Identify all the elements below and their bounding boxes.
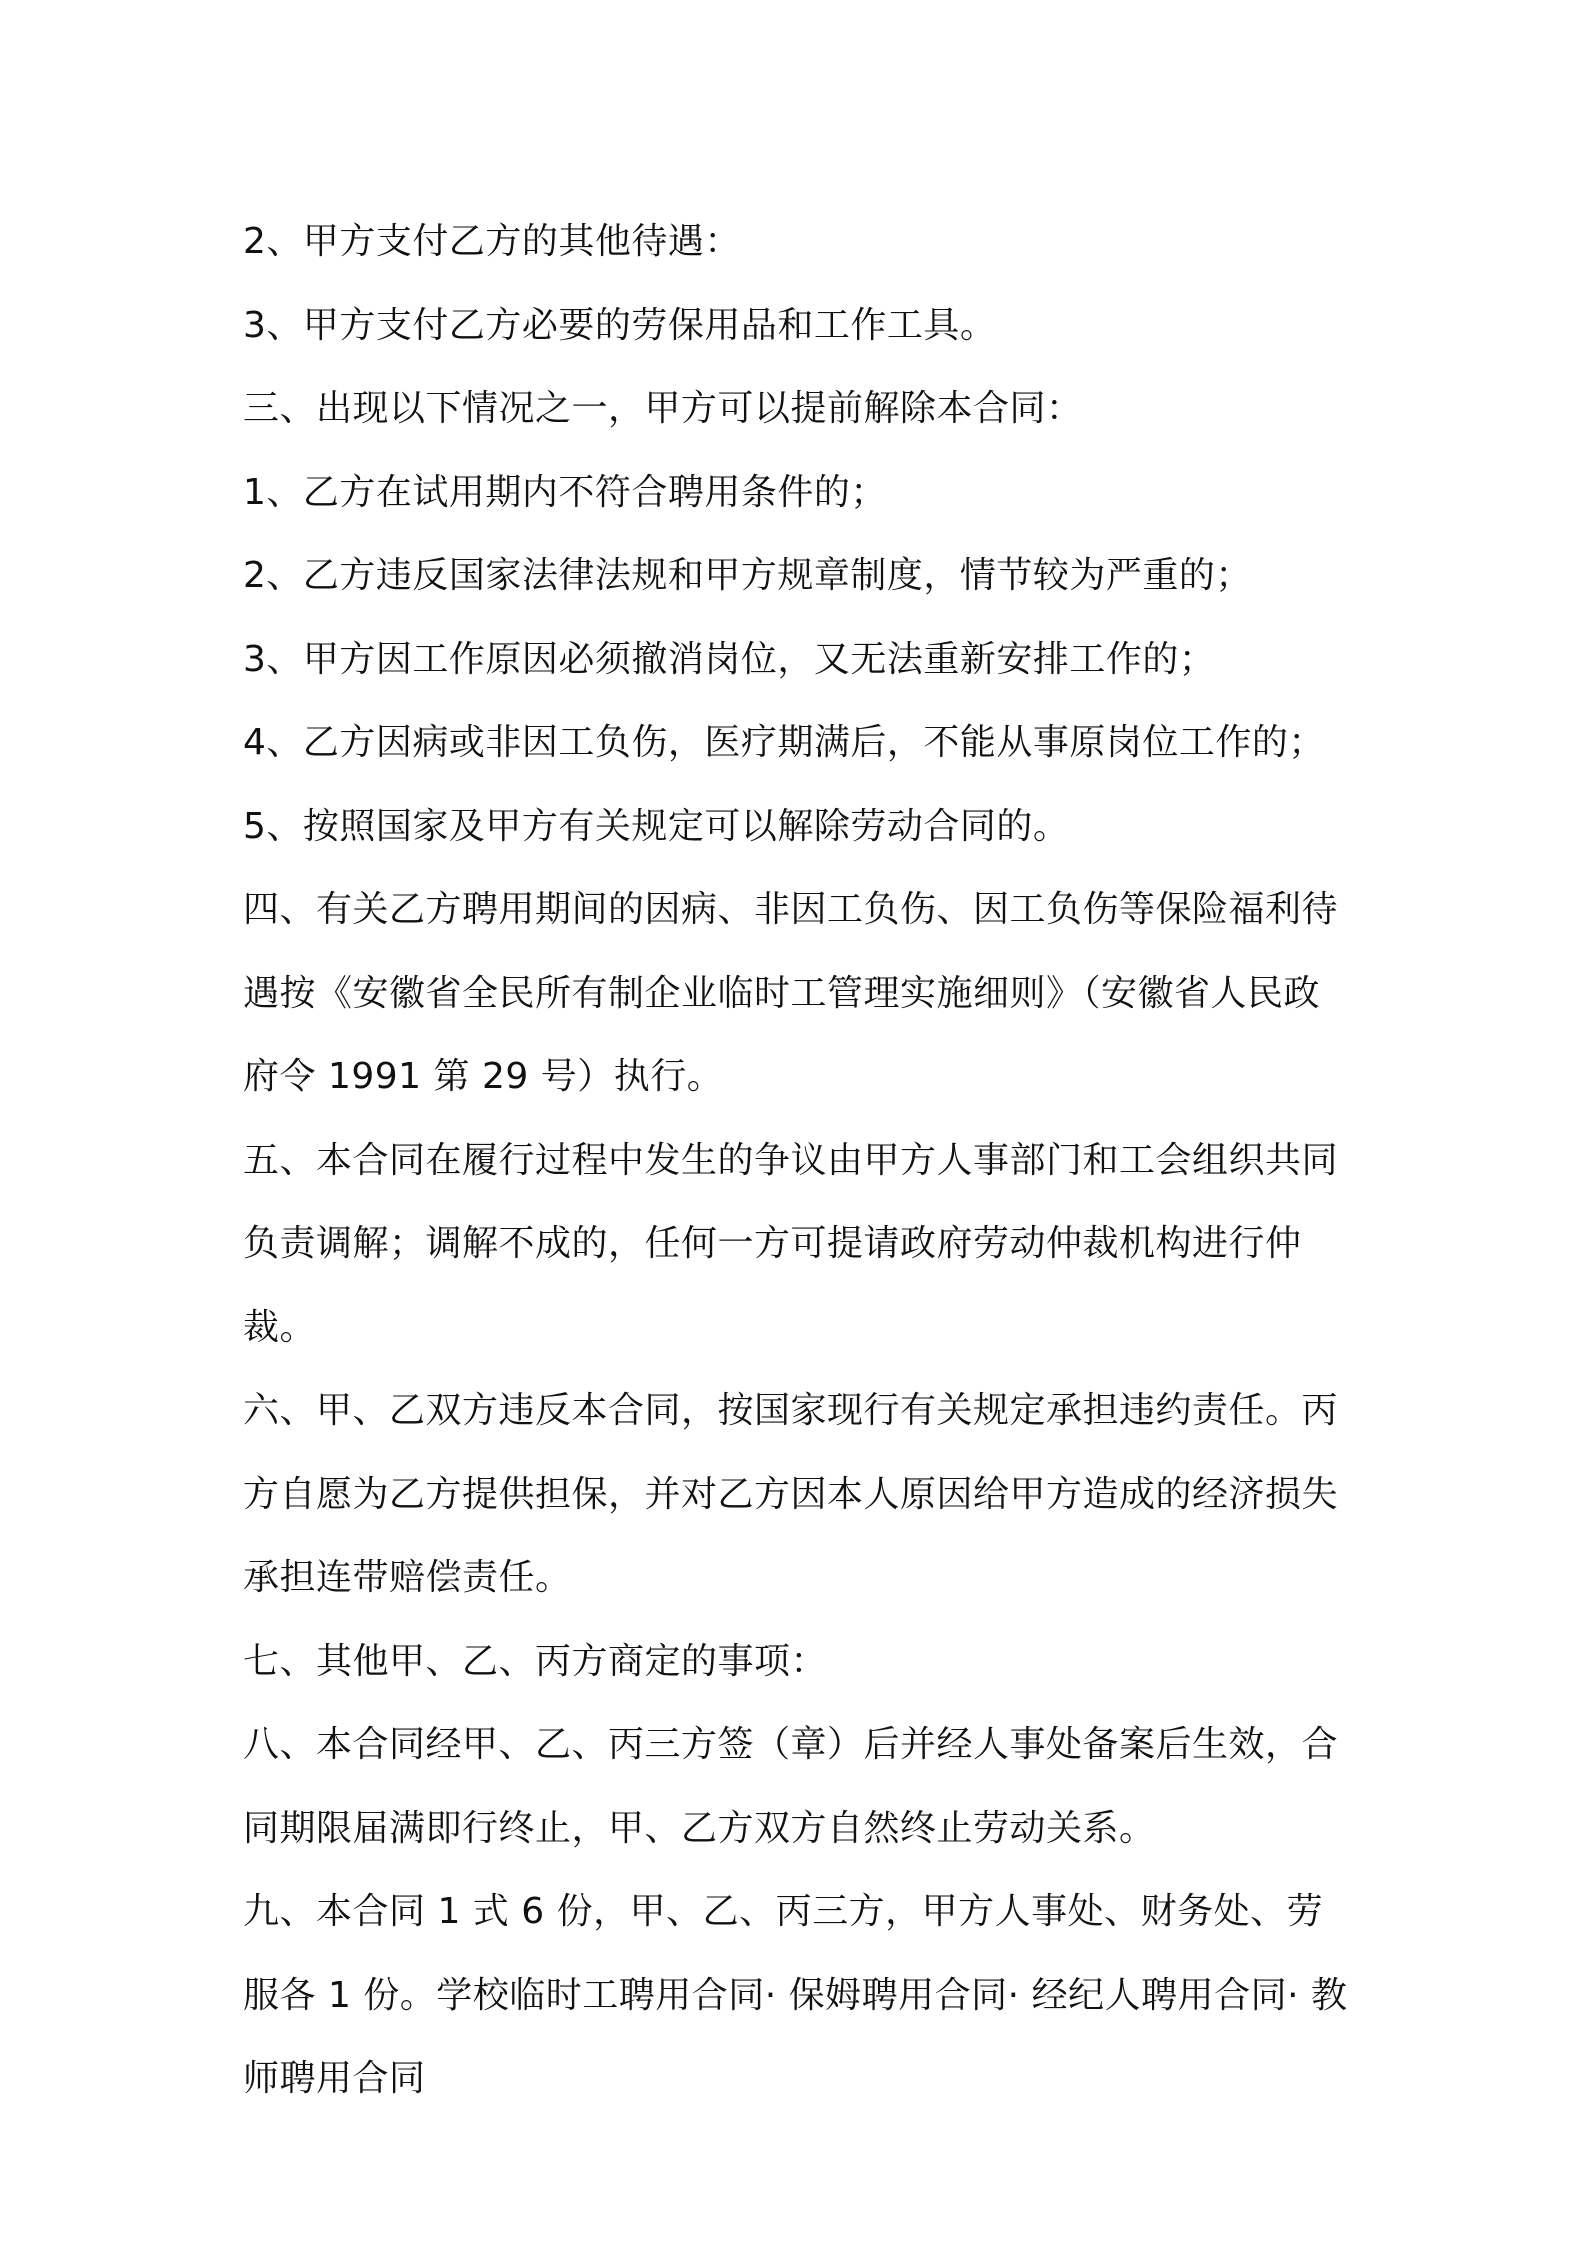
clause-3-labor-supplies: 3、甲方支付乙方必要的劳保用品和工作工具。 [243,304,997,346]
section-9-copies: 九、本合同 1 式 6 份，甲、乙、丙三方，甲方人事处、财务处、劳服各 1 份。学校临时工聘用合同· 保姆聘用合同· 经纪人聘用合同· 教师聘用合同 [243,1891,1348,2099]
section-5-disputes: 五、本合同在履行过程中发生的争议由甲方人事部门和工会组织共同负责调解；调解不成的，任何一方可提请政府劳动仲裁机构进行仲裁。 [243,1139,1339,1348]
section-6-liability: 六、甲、乙双方违反本合同，按国家现行有关规定承担违约责任。丙方自愿为乙方提供担保，并对乙方因本人原因给甲方造成的经济损失承担连带赔偿责任。 [243,1390,1339,1598]
section-4-insurance: 四、有关乙方聘用期间的因病、非因工负伤、因工负伤等保险福利待遇按《安徽省全民所有制企业临时工管理实施细则》（安徽省人民政府令 1991 第 29 号）执行。 [243,889,1339,1097]
section-8-effectiveness: 八、本合同经甲、乙、丙三方签（章）后并经人事处备案后生效，合同期限届满即行终止，甲、乙方双方自然终止劳动关系。 [243,1724,1339,1849]
section-3-heading: 三、出现以下情况之一，甲方可以提前解除本合同： [243,388,1083,429]
contract-body [243,200,1353,2121]
termination-item-3: 3、甲方因工作原因必须撤消岗位，又无法重新安排工作的； [243,638,1216,680]
termination-item-2: 2、乙方违反国家法律法规和甲方规章制度，情节较为严重的； [243,555,1252,596]
clause-2-other-benefits: 2、甲方支付乙方的其他待遇： [243,221,741,262]
section-7-other-matters: 七、其他甲、乙、丙方商定的事项： [243,1640,828,1682]
termination-item-1: 1、乙方在试用期内不符合聘用条件的； [243,471,887,513]
termination-item-4: 4、乙方因病或非因工负伤，医疗期满后，不能从事原岗位工作的； [243,722,1325,763]
termination-item-5: 5、按照国家及甲方有关规定可以解除劳动合同的。 [243,805,1070,847]
